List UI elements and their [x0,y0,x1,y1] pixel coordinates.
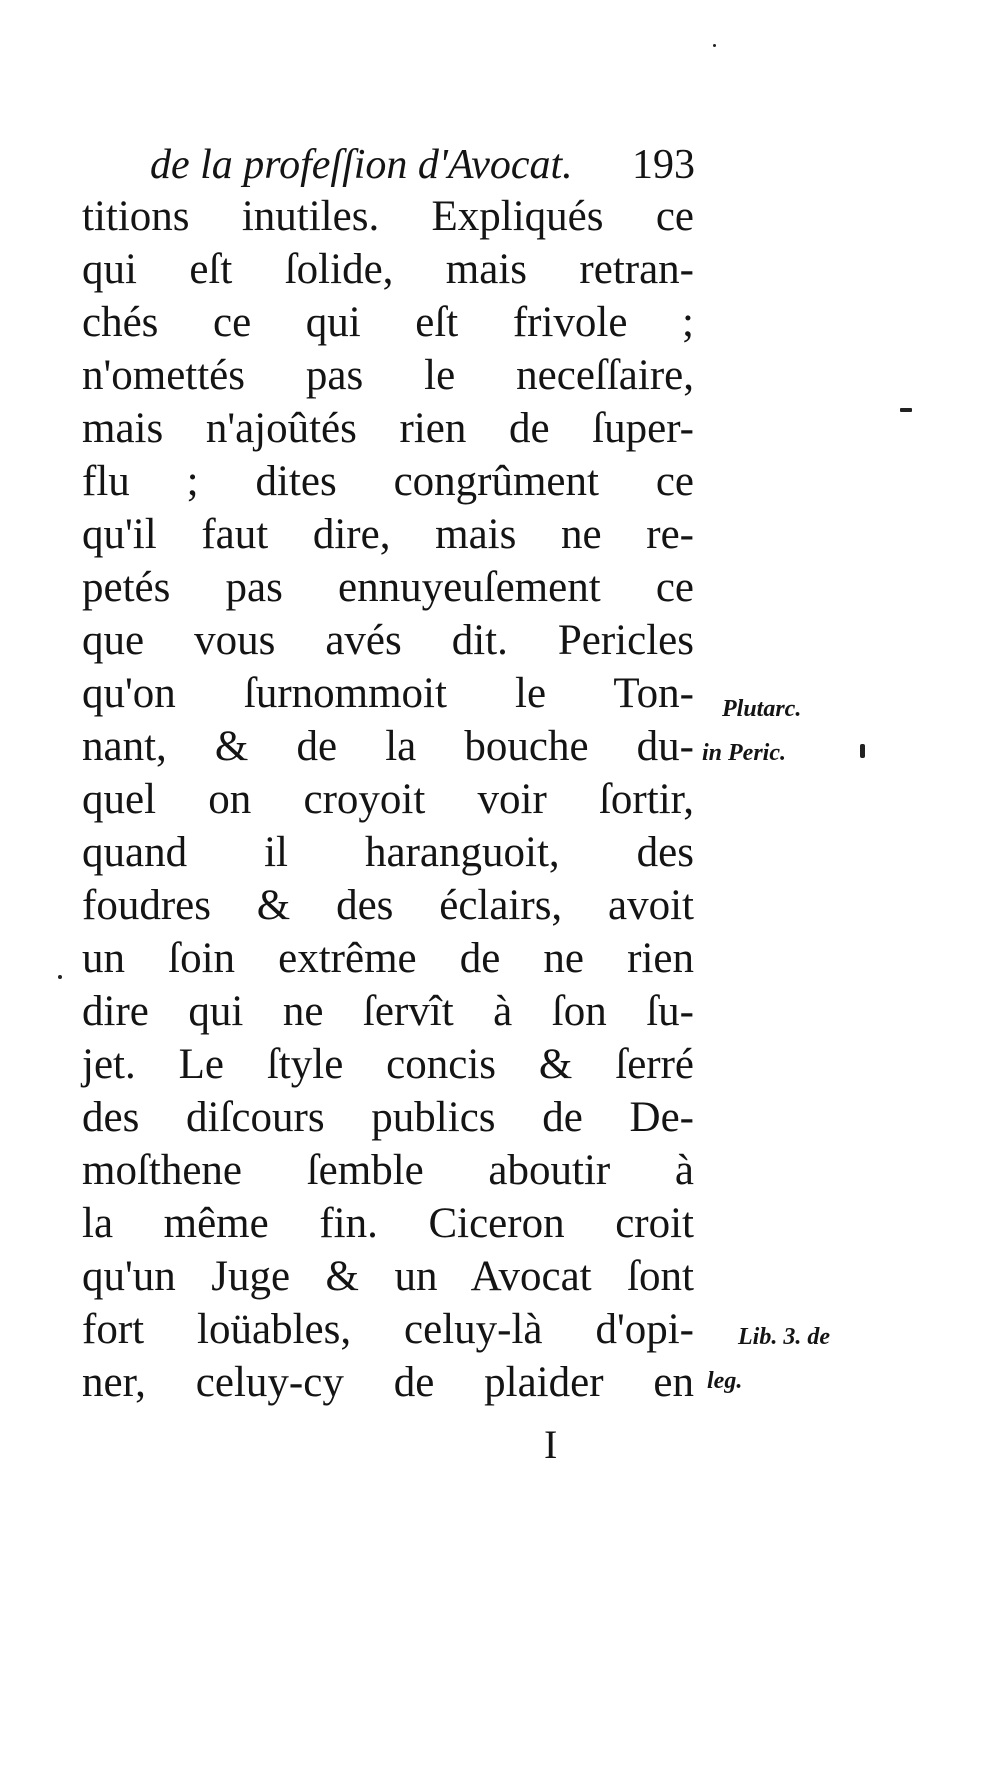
text-line: que vous avés dit. Pericles [82,617,694,664]
running-head [150,135,695,195]
text-line: des diſcours publics de De- [82,1094,694,1141]
text-line: qu'il faut dire, mais ne re- [82,511,694,558]
text-line: un ſoin extrême de ne rien [82,935,694,982]
text-line: chés ce qui eſt frivole ; [82,299,694,346]
text-line: flu ; dites congrûment ce [82,458,694,505]
text-line: n'omettés pas le neceſſaire, [82,352,694,399]
text-line: qu'on ſurnommoit le Ton- [82,670,694,717]
text-line: fort loüables, celuy-là d'opi- [82,1306,694,1353]
text-line: qu'un Juge & un Avocat ſont [82,1253,694,1300]
text-line: mais n'ajoûtés rien de ſuper- [82,405,694,452]
margin-note-source: Lib. 3. de [738,1324,830,1350]
text-line: la même fin. Ciceron croit [82,1200,694,1247]
text-line: dire qui ne ſervît à ſon ſu- [82,988,694,1035]
ink-speck [900,408,912,412]
margin-note-source: in Peric. [702,740,786,766]
text-line: qui eſt ſolide, mais retran- [82,246,694,293]
page-number: 193 [632,142,695,188]
body-text [82,190,694,1409]
ink-speck [713,44,716,47]
ink-speck [58,975,62,979]
signature-mark: I [544,1422,558,1467]
text-line: foudres & des éclairs, avoit [82,882,694,929]
text-line: moſthene ſemble aboutir à [82,1147,694,1194]
ink-speck [860,744,865,758]
margin-note-source: leg. [707,1368,743,1394]
text-line: jet. Le ſtyle concis & ſerré [82,1041,694,1088]
text-line: quel on croyoit voir ſortir, [82,776,694,823]
running-title: de la profeſſion d'Avocat. [150,142,573,188]
text-line: ner, celuy-cy de plaider en [82,1359,694,1406]
text-line: titions inutiles. Expliqués ce [82,193,694,240]
margin-note-source: Plutarc. [722,696,802,722]
text-line: quand il haranguoit, des [82,829,694,876]
text-line: nant, & de la bouche du- [82,723,694,770]
text-line: petés pas ennuyeuſement ce [82,564,694,611]
